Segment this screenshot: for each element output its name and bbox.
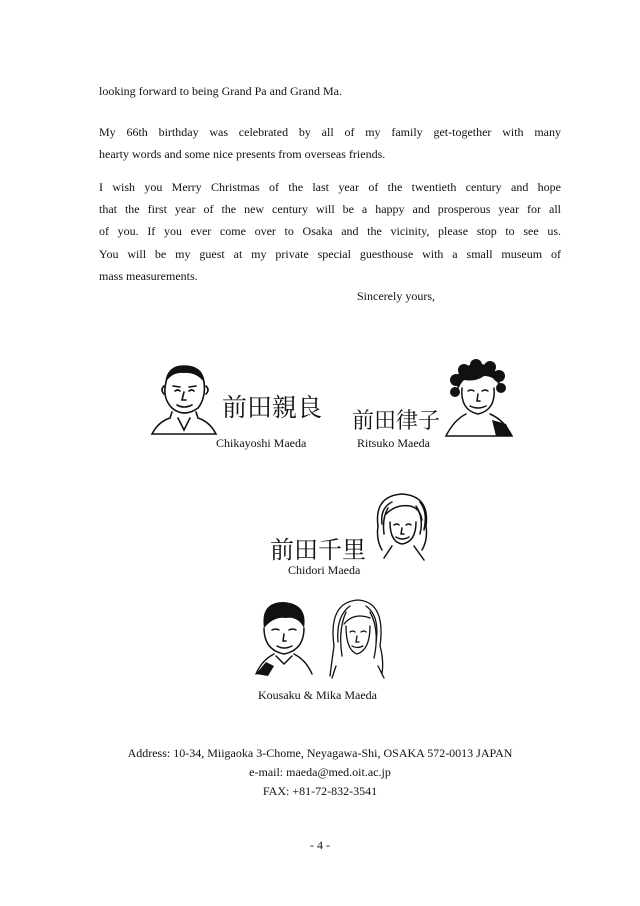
text-line: of you. If you ever come over to Osaka and the vicinity, please stop to see us. xyxy=(99,224,561,239)
svg-text:前田親良: 前田親良 xyxy=(222,393,323,422)
text-line: looking forward to being Grand Pa and Grand Ma. xyxy=(99,84,342,98)
paragraph-intro xyxy=(99,80,561,102)
svg-text:前田千里: 前田千里 xyxy=(270,536,366,564)
text-line: I wish you Merry Christmas of the last year of the twentieth century and hope xyxy=(99,180,561,194)
chikayoshi-handwritten-signature xyxy=(220,386,323,426)
ritsuko-portrait xyxy=(436,358,522,440)
paragraph-birthday xyxy=(99,121,561,165)
chidori-name: Chidori Maeda xyxy=(288,563,361,577)
text-line: that the first year of the new century will be a happy and prosperous year for all xyxy=(99,202,561,217)
paragraph-greeting xyxy=(99,176,561,287)
kousaku-mika-name: Kousaku & Mika Maeda xyxy=(258,688,377,702)
text-line: My 66th birthday was celebrated by all of my family get-together with many xyxy=(99,125,561,139)
ritsuko-name: Ritsuko Maeda xyxy=(357,436,430,450)
text-line: You will be my guest at my private special guesthouse with a small museum of xyxy=(99,246,561,261)
address-line: Address: 10-34, Miigaoka 3-Chome, Neyagawa-Shi, OSAKA 572-0013 JAPAN xyxy=(127,746,513,760)
text-line: hearty words and some nice presents from overseas friends. xyxy=(99,147,386,162)
svg-text:前田律子: 前田律子 xyxy=(352,409,441,434)
page-number: - 4 - xyxy=(310,838,330,852)
mika-portrait xyxy=(324,596,390,680)
closing-salutation: Sincerely yours, xyxy=(357,289,435,303)
kousaku-portrait xyxy=(252,598,314,678)
ritsuko-handwritten-signature xyxy=(350,398,441,436)
fax-line: FAX: +81-72-832-3541 xyxy=(262,784,378,798)
chikayoshi-portrait xyxy=(148,360,220,438)
chidori-handwritten-signature xyxy=(268,528,378,568)
email-line: e-mail: maeda@med.oit.ac.jp xyxy=(249,765,391,779)
text-line: mass measurements. xyxy=(99,268,198,283)
chikayoshi-name: Chikayoshi Maeda xyxy=(216,436,307,450)
